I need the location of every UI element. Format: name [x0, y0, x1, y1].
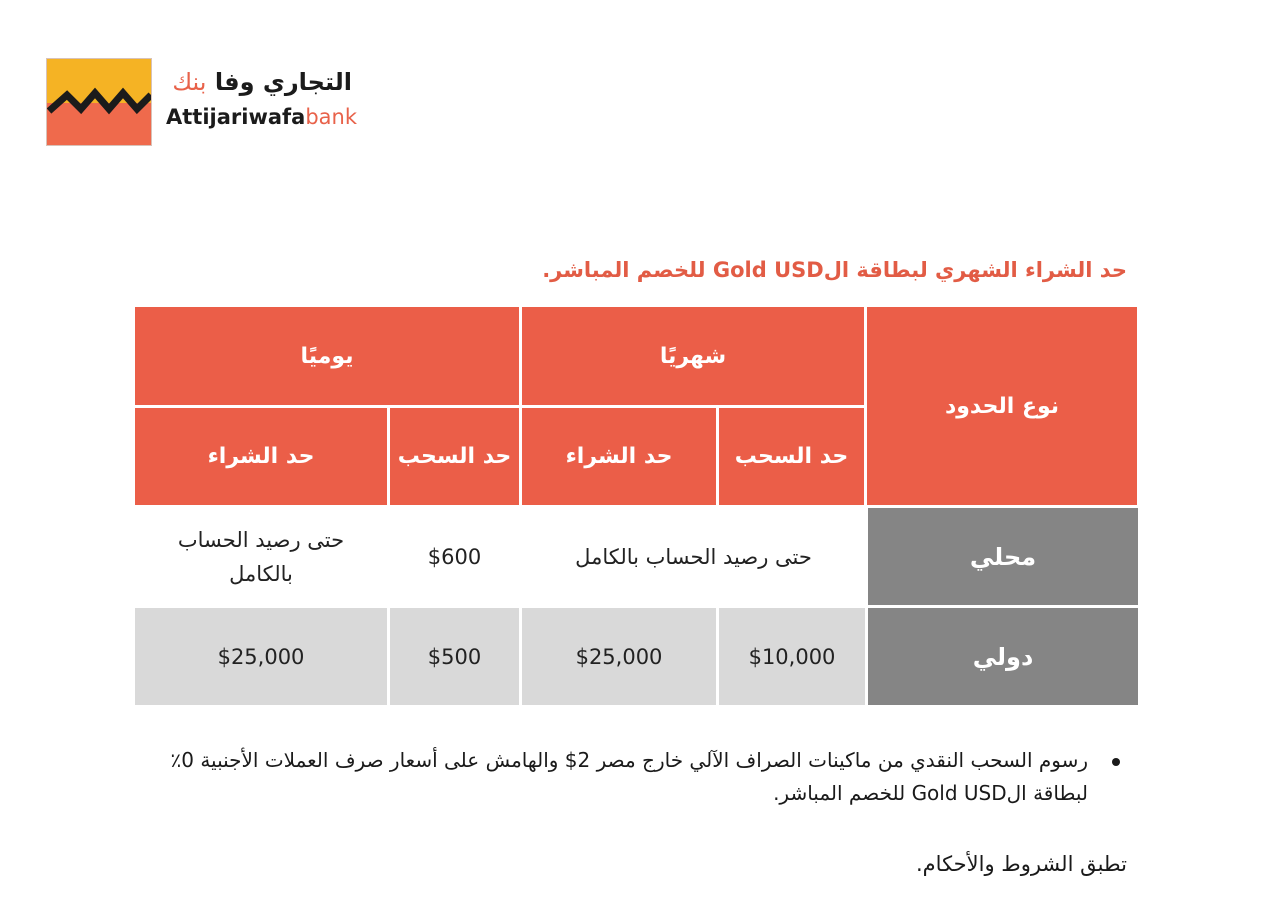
bullet-dot-icon — [1112, 758, 1120, 766]
header-monthly-withdrawal: حد السحب — [719, 408, 864, 505]
header-monthly: شهريًا — [522, 307, 864, 405]
attijariwafa-logo — [46, 58, 356, 148]
logo-zigzag-icon — [47, 59, 152, 146]
logo-latin-text — [166, 105, 357, 129]
header-limit-type: نوع الحدود — [867, 307, 1137, 505]
logo-emblem — [46, 58, 152, 146]
local-daily-withdrawal: $600 — [390, 508, 519, 605]
intl-monthly-purchase: $25,000 — [522, 608, 716, 705]
row-label-local: محلي — [868, 508, 1138, 605]
local-daily-purchase: حتى رصيد الحساب بالكامل — [135, 508, 387, 605]
header-daily: يوميًا — [135, 307, 519, 405]
logo-latin-name: Attijariwafa — [166, 105, 306, 129]
intl-monthly-withdrawal: $10,000 — [719, 608, 865, 705]
logo-arabic-bank: بنك — [172, 68, 207, 96]
header-daily-purchase: حد الشراء — [135, 408, 387, 505]
logo-arabic-name: التجاري وفا — [214, 68, 352, 96]
intl-daily-withdrawal: $500 — [390, 608, 519, 705]
intl-daily-purchase: $25,000 — [135, 608, 387, 705]
logo-arabic-text — [166, 68, 352, 96]
logo-latin-bank: bank — [305, 105, 358, 129]
terms-and-conditions: تطبق الشروط والأحكام. — [916, 852, 1127, 876]
row-label-international: دولي — [868, 608, 1138, 705]
document-title: حد الشراء الشهري لبطاقة الGold USD للخصم المباشر. — [542, 258, 1127, 282]
header-daily-withdrawal: حد السحب — [390, 408, 519, 505]
local-monthly-limit: حتى رصيد الحساب بالكامل — [522, 508, 865, 605]
fees-note: رسوم السحب النقدي من ماكينات الصراف الآلي خارج مصر 2$ والهامش على أسعار صرف العملات الأجنبية 0٪ لبطاقة الGold USD للخصم المباشر. — [170, 748, 1088, 805]
header-monthly-purchase: حد الشراء — [522, 408, 716, 505]
